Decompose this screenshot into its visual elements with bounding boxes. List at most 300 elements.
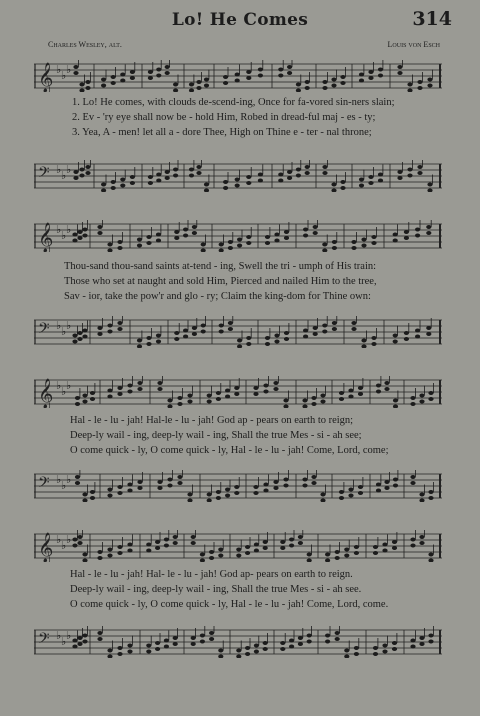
note-head xyxy=(303,234,308,238)
note-head xyxy=(120,178,125,182)
note-head xyxy=(189,168,194,172)
note-head xyxy=(368,181,373,185)
note-head xyxy=(322,324,327,328)
note-head xyxy=(371,241,376,245)
note-head xyxy=(219,243,224,247)
note-head xyxy=(207,394,212,398)
note-head xyxy=(173,535,178,539)
note-head xyxy=(351,321,356,325)
note-head xyxy=(384,486,389,490)
note-head xyxy=(426,326,431,330)
bass-staff xyxy=(34,316,442,348)
note-head xyxy=(410,396,415,400)
note-head xyxy=(344,649,349,653)
note-head xyxy=(361,339,366,343)
note-head xyxy=(296,83,301,87)
note-head xyxy=(284,331,289,335)
note-head xyxy=(189,83,194,87)
note-head xyxy=(117,240,122,244)
note-head xyxy=(173,174,178,178)
flat-icon: ♭ xyxy=(56,223,62,236)
note-head xyxy=(258,68,263,72)
note-head xyxy=(77,535,82,539)
note-head xyxy=(428,397,433,401)
note-head xyxy=(359,79,364,83)
note-head xyxy=(201,330,206,334)
note-head xyxy=(120,79,125,83)
note-head xyxy=(146,644,151,648)
note-head xyxy=(340,186,345,190)
note-head xyxy=(82,329,87,333)
note-head xyxy=(173,89,178,93)
note-head xyxy=(322,80,327,84)
note-head xyxy=(207,400,212,404)
note-head xyxy=(130,181,135,185)
note-head xyxy=(340,180,345,184)
note-head xyxy=(72,334,77,338)
lyric-line: Hal - le - lu - jah! Hal-le - lu - jah! God ap - pears on earth to reign; xyxy=(70,415,354,426)
note-head xyxy=(393,334,398,338)
note-head xyxy=(373,551,378,555)
note-head xyxy=(204,183,209,187)
note-head xyxy=(245,545,250,549)
note-head xyxy=(392,540,397,544)
note-head xyxy=(393,484,398,488)
staff-lines xyxy=(34,160,442,192)
note-head xyxy=(187,499,192,503)
note-head xyxy=(303,329,308,333)
lyric-line: O come quick - ly, O come quick - ly, Hal - le - lu - jah! Come, Lord, come. xyxy=(70,599,389,610)
flat-icon: ♭ xyxy=(61,635,67,648)
treble-clef-icon: 𝄞 xyxy=(38,533,54,562)
note-head xyxy=(200,640,205,644)
note-head xyxy=(283,478,288,482)
note-head xyxy=(428,553,433,557)
flat-icon: ♭ xyxy=(61,69,67,82)
note-head xyxy=(82,493,87,497)
flat-icon: ♭ xyxy=(56,163,62,176)
note-head xyxy=(235,178,240,182)
note-head xyxy=(137,480,142,484)
note-head xyxy=(335,631,340,635)
note-head xyxy=(216,496,221,500)
note-head xyxy=(378,173,383,177)
flat-icon: ♭ xyxy=(61,385,67,398)
treble-clef-icon: 𝄞 xyxy=(38,379,54,408)
note-head xyxy=(117,652,122,656)
note-head xyxy=(258,74,263,78)
note-head xyxy=(75,402,80,406)
note-head xyxy=(97,550,102,554)
flat-icon: ♭ xyxy=(56,533,62,546)
note-head xyxy=(246,342,251,346)
note-head xyxy=(236,554,241,558)
note-head xyxy=(117,545,122,549)
note-head xyxy=(120,184,125,188)
note-head xyxy=(107,494,112,498)
note-head xyxy=(137,486,142,490)
staff-lines xyxy=(34,316,442,348)
note-head xyxy=(358,392,363,396)
note-head xyxy=(72,544,77,548)
note-head xyxy=(419,636,424,640)
note-head xyxy=(207,499,212,503)
note-head xyxy=(117,327,122,331)
note-head xyxy=(191,541,196,545)
note-head xyxy=(265,235,270,239)
note-head xyxy=(348,395,353,399)
note-head xyxy=(263,546,268,550)
note-head xyxy=(146,650,151,654)
note-head xyxy=(373,652,378,656)
note-head xyxy=(137,381,142,385)
note-head xyxy=(339,490,344,494)
note-head xyxy=(284,337,289,341)
flat-icon: ♭ xyxy=(61,169,67,182)
treble-staff xyxy=(34,530,442,562)
note-head xyxy=(419,493,424,497)
note-head xyxy=(117,485,122,489)
note-head xyxy=(305,80,310,84)
note-head xyxy=(426,231,431,235)
note-head xyxy=(351,327,356,331)
note-head xyxy=(183,234,188,238)
note-head xyxy=(156,239,161,243)
lyric-line: Hal - le - lu - jah! Hal- le - lu - jah! God ap- pears on earth to reign. xyxy=(70,569,353,580)
note-head xyxy=(177,481,182,485)
note-head xyxy=(165,170,170,174)
note-head xyxy=(117,386,122,390)
note-head xyxy=(164,639,169,643)
note-head xyxy=(305,165,310,169)
treble-staff xyxy=(34,60,442,92)
note-head xyxy=(320,499,325,503)
note-head xyxy=(177,402,182,406)
flat-icon: ♭ xyxy=(56,319,62,332)
note-head xyxy=(101,84,106,88)
note-head xyxy=(325,559,330,563)
note-head xyxy=(417,80,422,84)
note-head xyxy=(245,551,250,555)
note-head xyxy=(410,639,415,643)
lyric-line: Deep-ly wail - ing, deep-ly wail - ing, Shall the true Mes - si - ah see. xyxy=(70,584,362,595)
bass-clef-icon: 𝄢 xyxy=(38,474,50,495)
note-head xyxy=(146,235,151,239)
note-head xyxy=(157,486,162,490)
note-head xyxy=(410,402,415,406)
note-head xyxy=(77,230,82,234)
note-head xyxy=(368,175,373,179)
note-head xyxy=(187,394,192,398)
bass-staff xyxy=(34,626,442,658)
note-head xyxy=(322,249,327,253)
note-head xyxy=(410,475,415,479)
note-head xyxy=(427,183,432,187)
note-head xyxy=(287,71,292,75)
note-head xyxy=(332,321,337,325)
note-head xyxy=(235,79,240,83)
note-head xyxy=(373,545,378,549)
note-head xyxy=(72,639,77,643)
note-head xyxy=(167,405,172,409)
note-head xyxy=(371,336,376,340)
note-head xyxy=(228,240,233,244)
note-head xyxy=(101,189,106,193)
note-head xyxy=(404,337,409,341)
note-head xyxy=(373,646,378,650)
note-head xyxy=(361,345,366,349)
note-head xyxy=(331,84,336,88)
note-head xyxy=(77,337,82,341)
note-head xyxy=(77,636,82,640)
note-head xyxy=(107,488,112,492)
note-head xyxy=(378,179,383,183)
note-head xyxy=(302,399,307,403)
note-head xyxy=(371,235,376,239)
note-head xyxy=(218,655,223,659)
note-head xyxy=(258,173,263,177)
note-head xyxy=(265,342,270,346)
note-head xyxy=(146,241,151,245)
note-head xyxy=(428,559,433,563)
note-head xyxy=(289,639,294,643)
flat-icon: ♭ xyxy=(56,629,62,642)
note-head xyxy=(376,384,381,388)
note-head xyxy=(146,336,151,340)
note-head xyxy=(97,631,102,635)
note-head xyxy=(311,475,316,479)
note-head xyxy=(246,175,251,179)
note-head xyxy=(419,394,424,398)
flat-icon: ♭ xyxy=(66,319,72,332)
note-head xyxy=(107,655,112,659)
note-head xyxy=(148,181,153,185)
note-head xyxy=(173,83,178,87)
note-head xyxy=(311,481,316,485)
note-head xyxy=(283,399,288,403)
note-head xyxy=(107,324,112,328)
note-head xyxy=(253,485,258,489)
note-head xyxy=(415,329,420,333)
note-head xyxy=(237,339,242,343)
note-head xyxy=(209,637,214,641)
note-head xyxy=(223,75,228,79)
note-head xyxy=(130,76,135,80)
note-head xyxy=(148,76,153,80)
note-head xyxy=(246,336,251,340)
note-head xyxy=(200,634,205,638)
note-head xyxy=(82,228,87,232)
flat-icon: ♭ xyxy=(66,379,72,392)
hymn-title: Lo! He Comes xyxy=(171,10,309,30)
note-head xyxy=(117,321,122,325)
note-head xyxy=(283,484,288,488)
note-head xyxy=(307,634,312,638)
note-head xyxy=(85,165,90,169)
note-head xyxy=(196,165,201,169)
note-head xyxy=(183,228,188,232)
note-head xyxy=(284,230,289,234)
treble-staff xyxy=(34,376,442,408)
note-head xyxy=(72,239,77,243)
note-head xyxy=(417,165,422,169)
note-head xyxy=(228,327,233,331)
note-head xyxy=(348,494,353,498)
note-head xyxy=(340,75,345,79)
note-head xyxy=(427,78,432,82)
note-head xyxy=(289,645,294,649)
note-head xyxy=(75,396,80,400)
note-head xyxy=(280,647,285,651)
note-head xyxy=(216,391,221,395)
note-head xyxy=(273,480,278,484)
note-head xyxy=(384,387,389,391)
note-head xyxy=(344,548,349,552)
note-head xyxy=(344,655,349,659)
note-head xyxy=(192,332,197,336)
note-head xyxy=(192,326,197,330)
flat-icon: ♭ xyxy=(61,229,67,242)
note-head xyxy=(77,642,82,646)
note-head xyxy=(201,249,206,253)
note-head xyxy=(404,230,409,234)
note-head xyxy=(207,493,212,497)
note-head xyxy=(417,171,422,175)
note-head xyxy=(216,490,221,494)
note-head xyxy=(201,324,206,328)
note-head xyxy=(191,535,196,539)
note-head xyxy=(174,236,179,240)
note-head xyxy=(237,238,242,242)
note-head xyxy=(322,330,327,334)
note-head xyxy=(278,68,283,72)
lyric-line: 2. Ev - 'ry eye shall now be - hold Him, Robed in dread-ful maj - es - ty; xyxy=(72,112,376,123)
flat-icon: ♭ xyxy=(66,473,72,486)
note-head xyxy=(283,405,288,409)
note-head xyxy=(382,650,387,654)
note-head xyxy=(287,65,292,69)
note-head xyxy=(428,634,433,638)
flat-icon: ♭ xyxy=(61,325,67,338)
note-head xyxy=(156,334,161,338)
staff-lines xyxy=(34,626,442,658)
note-head xyxy=(393,405,398,409)
note-head xyxy=(296,174,301,178)
note-head xyxy=(192,225,197,229)
note-head xyxy=(82,640,87,644)
bass-staff xyxy=(34,160,442,192)
note-head xyxy=(263,384,268,388)
note-head xyxy=(228,321,233,325)
note-head xyxy=(77,541,82,545)
note-head xyxy=(191,636,196,640)
note-head xyxy=(332,246,337,250)
note-head xyxy=(296,168,301,172)
note-head xyxy=(237,345,242,349)
note-head xyxy=(183,329,188,333)
note-head xyxy=(313,225,318,229)
note-head xyxy=(311,402,316,406)
note-head xyxy=(174,230,179,234)
note-head xyxy=(428,391,433,395)
note-head xyxy=(82,559,87,563)
note-head xyxy=(196,80,201,84)
note-head xyxy=(359,178,364,182)
note-head xyxy=(90,496,95,500)
note-head xyxy=(101,183,106,187)
flat-icon: ♭ xyxy=(56,473,62,486)
note-head xyxy=(107,389,112,393)
note-head xyxy=(107,243,112,247)
note-head xyxy=(419,400,424,404)
note-head xyxy=(339,397,344,401)
note-head xyxy=(410,645,415,649)
note-head xyxy=(225,488,230,492)
note-head xyxy=(97,556,102,560)
note-head xyxy=(156,233,161,237)
note-head xyxy=(219,324,224,328)
note-head xyxy=(148,175,153,179)
note-head xyxy=(117,491,122,495)
note-head xyxy=(397,176,402,180)
note-head xyxy=(82,400,87,404)
note-head xyxy=(173,541,178,545)
note-head xyxy=(305,86,310,90)
note-head xyxy=(73,170,78,174)
note-head xyxy=(302,484,307,488)
note-head xyxy=(358,491,363,495)
note-head xyxy=(97,326,102,330)
note-head xyxy=(287,176,292,180)
note-head xyxy=(253,386,258,390)
note-head xyxy=(397,170,402,174)
note-head xyxy=(344,554,349,558)
note-head xyxy=(156,74,161,78)
words-credit: Charles Wesley, alt. xyxy=(48,40,122,49)
note-head xyxy=(361,244,366,248)
note-head xyxy=(79,83,84,87)
note-head xyxy=(393,233,398,237)
note-head xyxy=(311,396,316,400)
note-head xyxy=(320,400,325,404)
note-head xyxy=(192,231,197,235)
note-head xyxy=(196,86,201,90)
note-head xyxy=(164,538,169,542)
note-head xyxy=(196,171,201,175)
note-head xyxy=(117,246,122,250)
note-head xyxy=(148,70,153,74)
note-head xyxy=(339,391,344,395)
note-head xyxy=(146,342,151,346)
note-head xyxy=(368,76,373,80)
note-head xyxy=(90,391,95,395)
note-head xyxy=(155,540,160,544)
note-head xyxy=(164,544,169,548)
note-head xyxy=(307,553,312,557)
note-head xyxy=(127,549,132,553)
note-head xyxy=(298,642,303,646)
note-head xyxy=(359,73,364,77)
note-head xyxy=(218,649,223,653)
note-head xyxy=(320,394,325,398)
note-head xyxy=(225,389,230,393)
note-head xyxy=(155,546,160,550)
note-head xyxy=(209,550,214,554)
note-head xyxy=(313,332,318,336)
note-head xyxy=(263,647,268,651)
note-head xyxy=(223,180,228,184)
note-head xyxy=(228,246,233,250)
